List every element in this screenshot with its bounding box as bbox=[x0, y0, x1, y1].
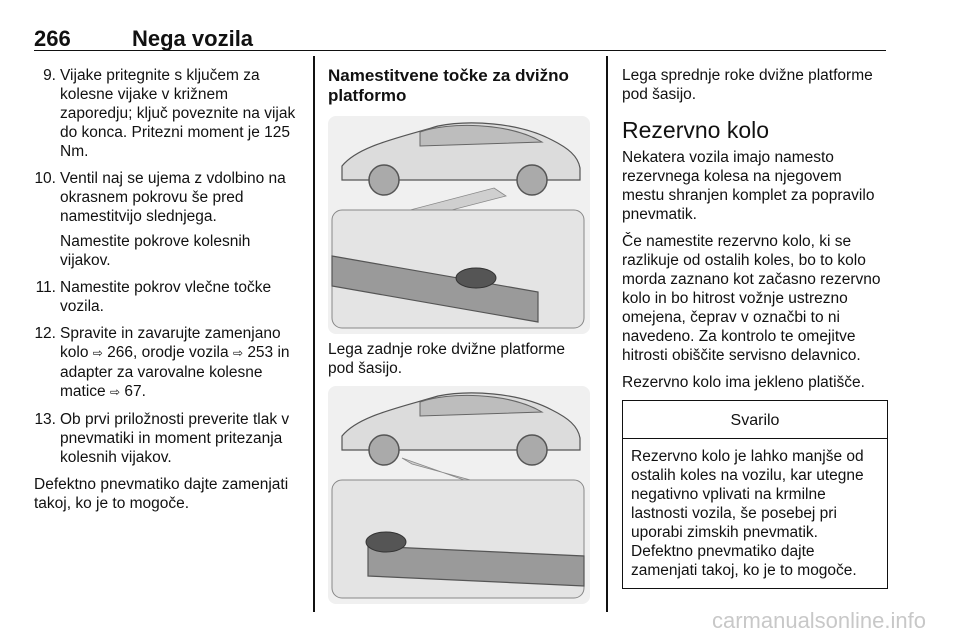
paragraph: Če namestite rezervno kolo, ki se razlikuje od ostalih koles, bo to kolo morda zaznano kot začasno rezervno kolo in bo hitrost vožnje ustrezno omejena, čeprav v označbi to ni navedeno. Za kontrolo te omejitve hitrosti obiščite servisno delavnico. bbox=[622, 233, 881, 364]
wheel-front bbox=[369, 165, 399, 195]
step-number: 9. bbox=[43, 67, 56, 84]
rear-lift-point-figure bbox=[328, 386, 590, 604]
car-illustration bbox=[328, 116, 590, 334]
paragraph: Rezervno kolo ima jekleno platišče. bbox=[622, 374, 865, 391]
paragraph: Nekatera vozila imajo namesto rezervnega kolesa na njegovem mestu shranjen komplet za popravilo pnevmatik. bbox=[622, 149, 875, 223]
step-text: Vijake pritegnite s ključem za kolesne vijake v križnem zaporedju; ključ poveznite na vijak do konca. Pritezni moment je 125 Nm. bbox=[60, 67, 296, 160]
step-text: 67. bbox=[124, 383, 146, 400]
closing-paragraph: Defektno pnevmatiko dajte zamenjati takoj, ko je to mogoče. bbox=[34, 476, 289, 512]
step-text: 266, orodje vozila bbox=[107, 344, 233, 361]
column-divider bbox=[313, 56, 315, 612]
page-number: 266 bbox=[34, 26, 71, 51]
wheel-rear bbox=[517, 435, 547, 465]
middle-column bbox=[328, 66, 594, 604]
car-window bbox=[420, 125, 542, 146]
step-number: 11. bbox=[35, 279, 56, 296]
step-text: Namestite pokrov vlečne točke vozila. bbox=[60, 279, 272, 315]
step-text: Ventil naj se ujema z vdolbino na okrasnem pokrovu še pred namestitvijo slednjega. bbox=[60, 170, 286, 225]
step-text: Spravite in zavarujte zamenjano kolo bbox=[60, 325, 281, 361]
section-heading: Namestitvene točke za dvižno platformo bbox=[328, 66, 569, 105]
car-illustration bbox=[328, 386, 590, 604]
intro-paragraph: Lega sprednje roke dvižne platforme pod šasijo. bbox=[622, 67, 873, 103]
warning-body: Rezervno kolo je lahko manjše od ostalih koles na vozilu, kar utegne negativno vplivati na krmilne lastnosti vozila, še posebej pri uporabi zimskih pnevmatik. Defektno pnevmatiko dajte zamenjati takoj, ko je to mogoče. bbox=[631, 448, 864, 579]
page-header bbox=[34, 14, 886, 51]
wheel-rear bbox=[517, 165, 547, 195]
step-number: 12. bbox=[34, 325, 56, 342]
lift-pad bbox=[456, 268, 496, 288]
warning-title: Svarilo bbox=[623, 401, 887, 439]
page-title: Nega vozila bbox=[132, 26, 254, 51]
step-number: 13. bbox=[34, 411, 56, 428]
section-title: Rezervno kolo bbox=[622, 117, 770, 143]
step-item bbox=[34, 410, 302, 467]
figure-caption: Lega zadnje roke dvižne platforme pod šasijo. bbox=[328, 341, 565, 377]
left-column bbox=[34, 66, 302, 521]
watermark: carmanualsonline.info bbox=[711, 608, 926, 633]
right-column bbox=[622, 66, 888, 589]
step-item bbox=[34, 278, 302, 316]
wheel-front bbox=[369, 435, 399, 465]
ref-arrow-icon[interactable]: ⇨ bbox=[92, 346, 103, 360]
step-extra-text: Namestite pokrove kolesnih vijakov. bbox=[60, 233, 251, 269]
lift-pad bbox=[366, 532, 406, 552]
step-item bbox=[34, 169, 302, 270]
column-divider bbox=[606, 56, 608, 612]
ref-arrow-icon[interactable]: ⇨ bbox=[109, 385, 121, 399]
step-text: 253 in adapter za varovalne kolesne matice bbox=[60, 344, 290, 400]
step-item bbox=[34, 324, 302, 402]
car-window bbox=[420, 395, 542, 416]
step-number: 10. bbox=[34, 170, 56, 187]
step-text: Ob prvi priložnosti preverite tlak v pnevmatiki in moment pritezanja kolesnih vijakov. bbox=[60, 411, 290, 466]
ref-arrow-icon[interactable]: ⇨ bbox=[232, 346, 243, 360]
front-lift-point-figure bbox=[328, 116, 590, 334]
step-item bbox=[34, 66, 302, 161]
warning-box bbox=[622, 400, 888, 589]
steps-list bbox=[34, 66, 302, 467]
